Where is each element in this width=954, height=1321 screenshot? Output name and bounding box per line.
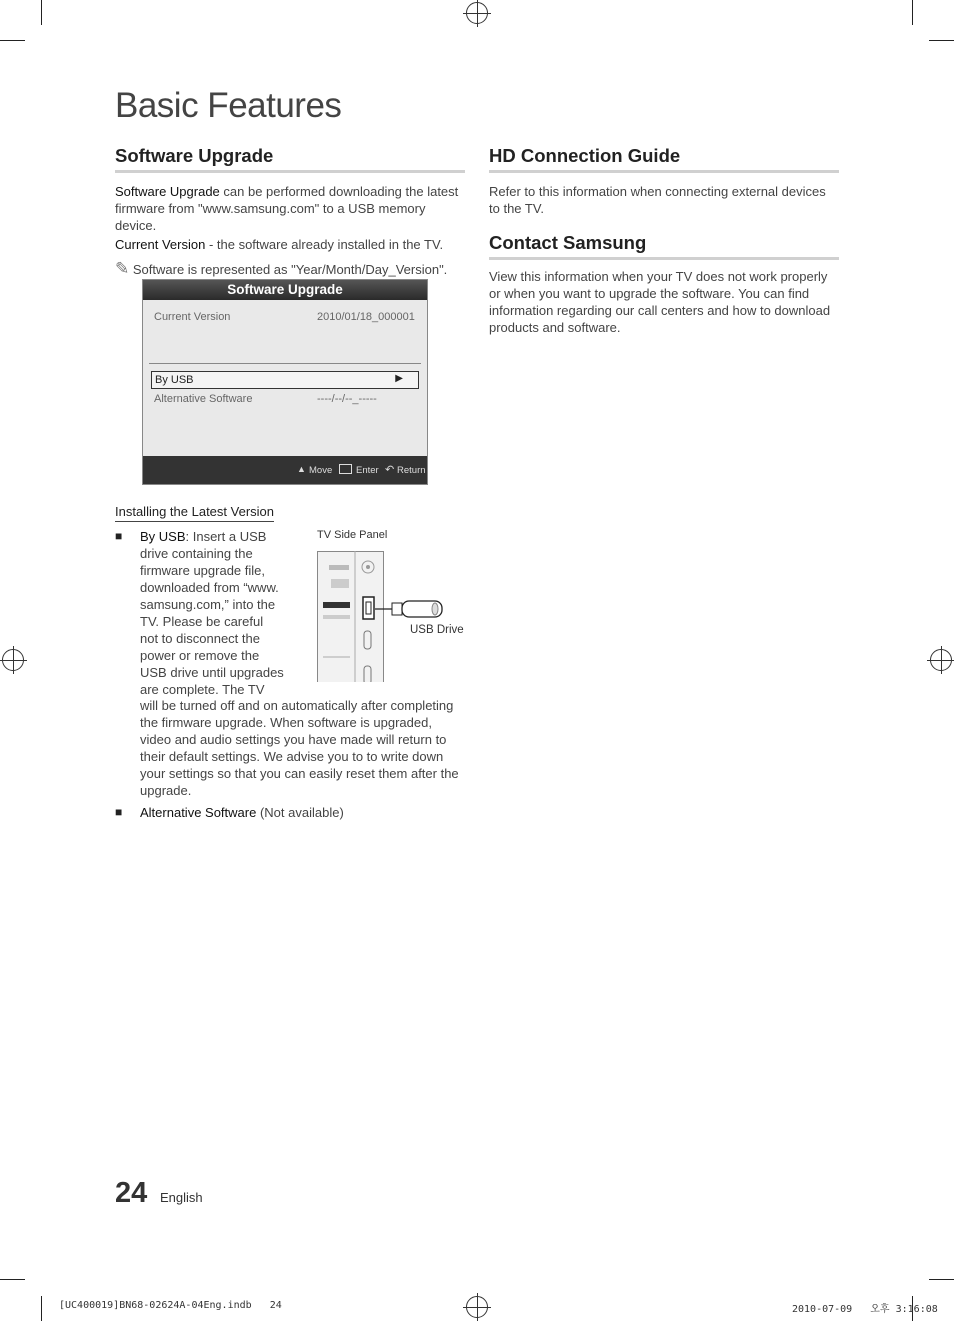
line: : Insert a USB <box>185 529 267 544</box>
registration-mark-icon <box>466 2 488 24</box>
line: samsung.com,” into the <box>140 597 276 612</box>
section-heading: Contact Samsung <box>489 232 839 260</box>
text: - the software already installed in the TV. <box>205 237 444 252</box>
line: not to disconnect the <box>140 631 260 646</box>
osd-title: Software Upgrade <box>143 280 427 300</box>
bullet-square-icon: ■ <box>115 805 123 819</box>
bullet-square-icon: ■ <box>115 529 123 543</box>
page-number: 24 <box>115 1177 148 1209</box>
file-info: [UC400019]BN68-02624A-04Eng.indb 24 <box>59 1300 282 1311</box>
alternative-software-label[interactable]: Alternative Software <box>154 393 253 405</box>
software-upgrade-section <box>115 145 465 278</box>
osd-screen <box>142 279 428 485</box>
note-text: Software is represented as "Year/Month/Day_Version". <box>132 262 448 277</box>
crop-mark <box>929 1279 954 1280</box>
page-title: Basic Features <box>115 86 342 125</box>
current-version-label: Current Version <box>154 311 231 323</box>
line: downloaded from “www. <box>140 580 279 595</box>
paragraph <box>115 183 465 234</box>
line: TV. Please be careful <box>140 614 264 629</box>
print-timestamp: 2010-07-09 오후 3:16:08 <box>792 1304 938 1315</box>
section-heading: Software Upgrade <box>115 145 465 173</box>
paragraph: View this information when your TV does not work properly or when you want to upgrade the software. You can find information regarding our call centers and how to download products and software. <box>489 269 831 335</box>
by-usb-option[interactable] <box>151 371 419 389</box>
crop-mark <box>0 1279 25 1280</box>
term: Alternative Software <box>140 805 257 820</box>
current-version-value: 2010/01/18_000001 <box>317 311 415 323</box>
osd-footer <box>143 456 427 484</box>
contact-samsung-section <box>489 232 839 336</box>
language-label: English <box>160 1190 203 1205</box>
crop-mark <box>41 0 42 25</box>
line: are complete. The TV <box>140 682 265 697</box>
term: Software Upgrade <box>115 184 220 199</box>
term: Current Version <box>115 237 206 252</box>
crop-mark <box>929 40 954 41</box>
tv-side-panel-label: TV Side Panel <box>317 529 388 541</box>
usb-drive-label: USB Drive <box>410 624 464 636</box>
text: (Not available) <box>256 805 344 820</box>
text: can be performed downloading the latest firmware from "www.samsung.com" to a USB memory device. <box>115 184 459 233</box>
move-icon: ▲ <box>297 464 306 474</box>
return-icon: ↶ <box>385 464 395 476</box>
crop-mark <box>41 1296 42 1321</box>
term: By USB <box>140 529 186 544</box>
alternative-software-value: ----/--/--_----- <box>317 393 377 405</box>
by-usb-continued-text: will be turned off and on automatically after completing the firmware upgrade. When software is upgraded, video and audio settings you have made will return to their default settings. We advise you to to write down your settings so that you can easily reset them after the upgrade. <box>140 698 459 798</box>
line: firmware upgrade file, <box>140 563 265 578</box>
divider <box>149 363 421 364</box>
alternative-software-item <box>140 804 344 821</box>
arrow-right-icon: ▶ <box>395 373 403 384</box>
note <box>115 260 465 278</box>
enter-icon <box>339 464 352 474</box>
registration-mark-icon <box>930 649 952 671</box>
crop-mark <box>0 40 25 41</box>
pencil-icon: ✎ <box>115 259 130 278</box>
enter-label: Enter <box>356 465 379 476</box>
move-label: Move <box>309 465 333 476</box>
line: drive containing the <box>140 546 253 561</box>
paragraph: Refer to this information when connecting external devices to the TV. <box>489 184 826 216</box>
section-heading: HD Connection Guide <box>489 145 839 173</box>
option-label: By USB <box>155 374 194 386</box>
line: power or remove the <box>140 648 260 663</box>
registration-mark-icon <box>2 649 24 671</box>
paragraph <box>115 236 465 253</box>
registration-mark-icon <box>466 1296 488 1318</box>
usb-drive-icon <box>363 594 443 624</box>
line: USB drive until upgrades <box>140 665 284 680</box>
crop-mark <box>912 0 913 25</box>
by-usb-wrapped-text <box>140 528 300 698</box>
hd-connection-guide-section <box>489 145 839 217</box>
return-label: Return <box>397 465 426 476</box>
install-heading: Installing the Latest Version <box>115 504 274 522</box>
